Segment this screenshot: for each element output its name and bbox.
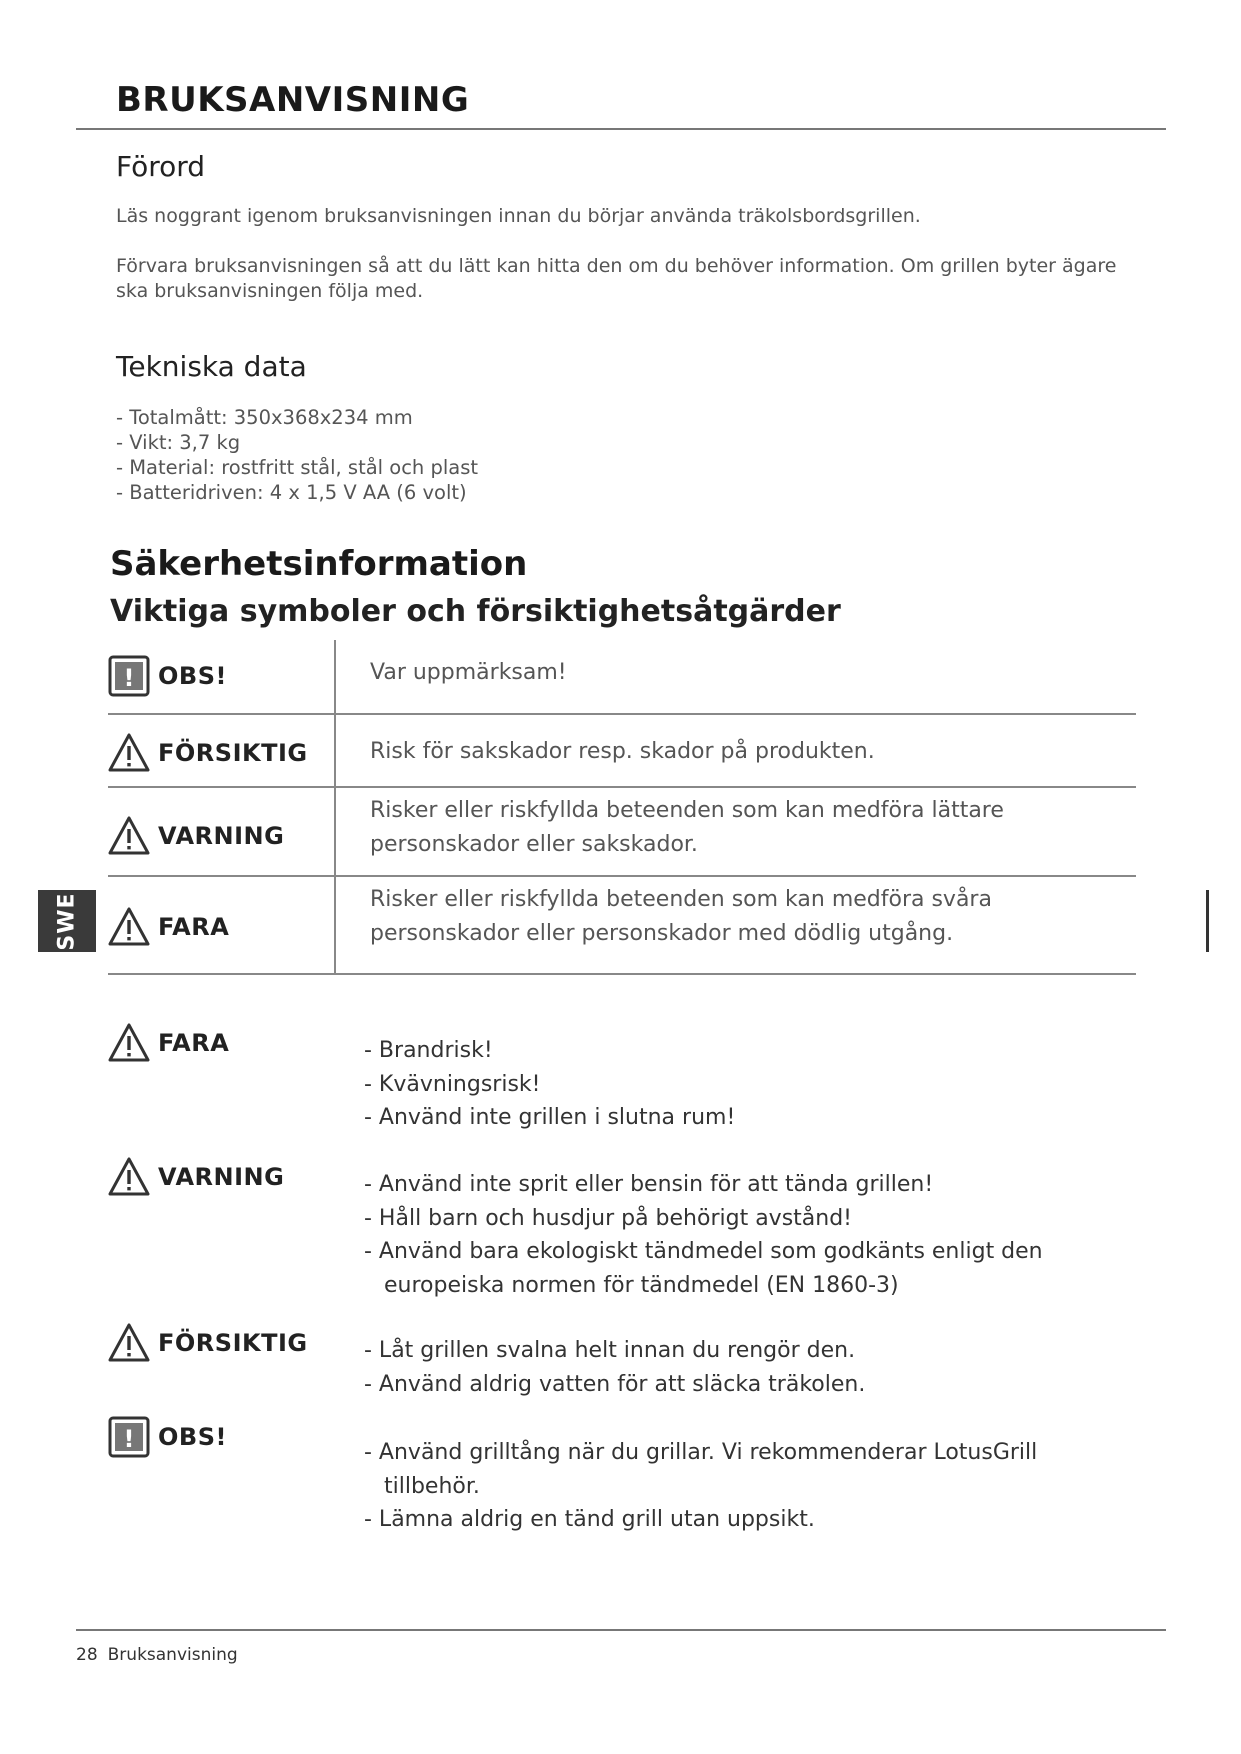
warning-item: - Låt grillen svalna helt innan du rengör den. [364,1338,856,1363]
tech-spec-list [116,405,478,505]
warning-triangle-icon [108,906,150,948]
title-rule [76,128,1166,130]
symbol-row-fara [108,875,1136,975]
side-marker [1206,890,1209,952]
symbol-label: VARNING [158,822,285,850]
warning-triangle-icon [108,1022,150,1064]
warning-triangle-icon [108,732,150,774]
warning-item: - Använd aldrig vatten för att släcka träkolen. [364,1371,866,1397]
tech-spec-item: - Batteridriven: 4 x 1,5 V AA (6 volt) [116,481,467,504]
tech-spec-item: - Totalmått: 350x368x234 mm [116,406,413,429]
safety-heading: Säkerhetsinformation [110,544,528,584]
symbol-description: Risker eller riskfyllda beteenden som kan medföra svåra personskador eller personskador med dödlig utgång. [370,887,992,946]
symbol-label: FÖRSIKTIG [158,739,308,767]
foreword-paragraph-1: Läs noggrant igenom bruksanvisningen innan du börjar använda träkolsbordsgrillen. [116,205,921,227]
warning-block-varning [108,1156,1148,1301]
symbol-label: OBS! [158,662,227,690]
warning-triangle-icon [108,1156,150,1198]
symbol-description: Risker eller riskfyllda beteenden som kan medföra lättare personskador eller sakskador. [370,798,1004,857]
warning-label: FARA [158,1029,230,1057]
warning-triangle-icon [108,1322,150,1364]
warning-item: - Lämna aldrig en tänd grill utan uppsikt. [364,1507,815,1532]
page-number: 28 [76,1645,98,1665]
tech-heading: Tekniska data [116,350,307,383]
warning-label: OBS! [158,1423,227,1451]
warning-item: - Använd bara ekologiskt tändmedel som godkänts enligt den europeiska normen för tändmedel (EN 1860-3) [364,1239,1043,1298]
footer [76,1645,238,1665]
warning-label: VARNING [158,1163,285,1191]
symbol-row-varning [108,786,1136,877]
warning-block-forsiktig [108,1322,1148,1402]
warning-item: - Använd inte grillen i slutna rum! [364,1105,736,1130]
symbol-description: Risk för sakskador resp. skador på produkten. [370,739,875,764]
warning-label: FÖRSIKTIG [158,1329,308,1357]
symbol-row-forsiktig [108,713,1136,788]
symbol-description: Var uppmärksam! [370,660,567,685]
page-title: BRUKSANVISNING [116,80,470,120]
safety-subheading: Viktiga symboler och försiktighetsåtgärder [110,594,841,629]
foreword-paragraph-2: Förvara bruksanvisningen så att du lätt kan hitta den om du behöver information. Om grillen byter ägare ska bruksanvisningen följa med. [116,255,1117,302]
tech-spec-item: - Material: rostfritt stål, stål och plast [116,456,479,479]
warning-item: - Använd inte sprit eller bensin för att tända grillen! [364,1172,934,1197]
symbol-label: FARA [158,913,230,941]
footer-rule [76,1629,1166,1631]
tech-spec-item: - Vikt: 3,7 kg [116,431,241,454]
symbol-row-obs [108,640,1136,715]
warning-item: - Kvävningsrisk! [364,1071,541,1097]
warning-block-fara [108,1022,1148,1132]
warning-triangle-icon [108,815,150,857]
foreword-heading: Förord [116,150,206,183]
language-side-tab [38,890,96,952]
svg-text:!: ! [123,1425,135,1453]
warning-block-obs [108,1416,1148,1536]
warning-item: - Håll barn och husdjur på behörigt avstånd! [364,1205,852,1231]
notice-square-icon [108,1416,150,1458]
notice-square-icon [108,655,150,697]
warning-item: - Använd grilltång när du grillar. Vi rekommenderar LotusGrill tillbehör. [364,1440,1038,1499]
language-code: SWE [54,891,80,951]
footer-text: Bruksanvisning [107,1645,238,1665]
warning-item: - Brandrisk! [364,1038,493,1063]
svg-text:!: ! [123,664,135,692]
